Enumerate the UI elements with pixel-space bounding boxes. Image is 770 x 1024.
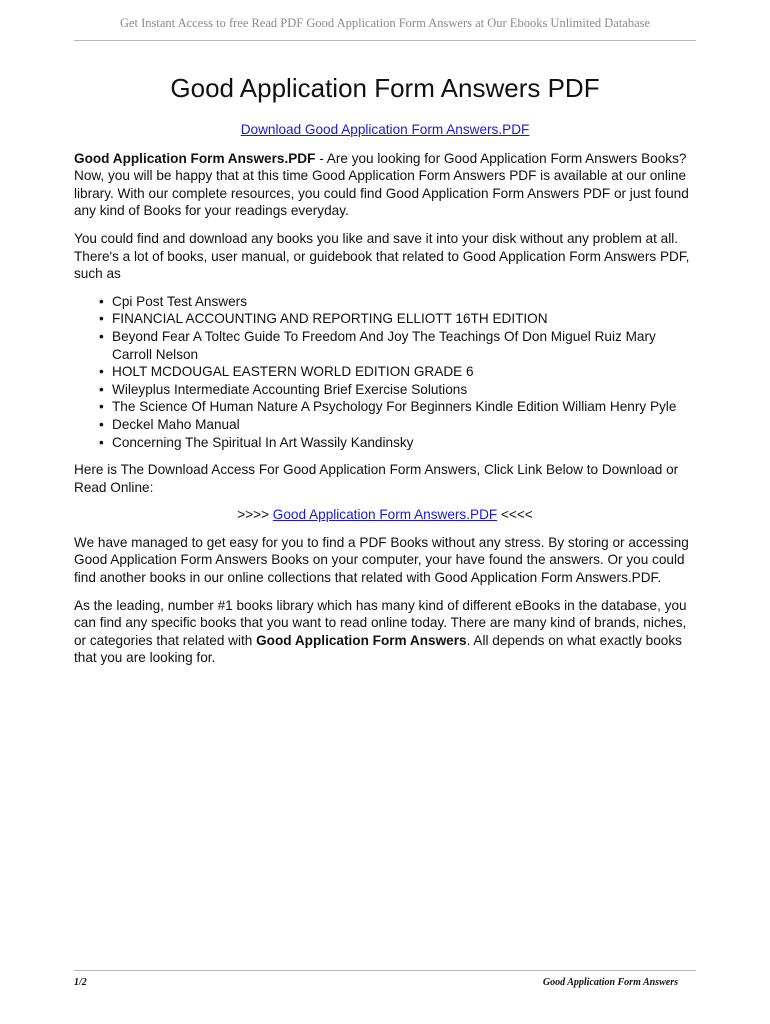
book-title: HOLT MCDOUGAL EASTERN WORLD EDITION GRADE 6 <box>112 364 474 380</box>
page-header: Get Instant Access to free Read PDF Good Application Form Answers at Our Ebooks Unlimited Database <box>119 16 651 30</box>
download-suffix: <<<< <box>497 507 533 523</box>
download-prefix: >>>> <box>237 507 273 523</box>
book-title: Concerning The Spiritual In Art Wassily Kandinsky <box>112 434 414 450</box>
paragraph-managed: We have managed to get easy for you to find a PDF Books without any stress. By storing or accessing Good Application Form Answers Books on your computer, your have found the answers. Or you could find another books in our online collections that related with Good Application Form Answers.PDF. <box>74 534 689 586</box>
list-item <box>99 293 696 311</box>
bullet-icon: • <box>99 364 104 380</box>
intro-paragraph <box>74 150 696 220</box>
paragraph-related-books: You could find and download any books you like and save it into your disk without any problem at all. There's a lot of books, user manual, or guidebook that related to Good Application Form Answers PDF, such as <box>74 230 690 282</box>
page-number: 1/2 <box>74 977 87 988</box>
paragraph-download-access: Here is The Download Access For Good Application Form Answers, Click Link Below to Download or Read Online: <box>74 462 679 495</box>
intro-bold: Good Application Form Answers.PDF <box>74 150 316 166</box>
footer-divider <box>74 970 696 971</box>
bullet-icon: • <box>99 311 104 327</box>
bullet-icon: • <box>99 328 104 344</box>
list-item <box>99 310 696 328</box>
bullet-icon: • <box>99 293 104 309</box>
book-title: Wileyplus Intermediate Accounting Brief Exercise Solutions <box>112 381 468 397</box>
paragraph-leading <box>74 597 696 667</box>
bullet-icon: • <box>99 434 104 450</box>
download-link-main[interactable]: Good Application Form Answers.PDF <box>272 507 498 523</box>
download-link-top[interactable]: Download Good Application Form Answers.PDF <box>240 122 530 137</box>
page-title: Good Application Form Answers PDF <box>170 73 600 103</box>
leading-text-after: . All depends on what exactly books that you are looking for. <box>74 632 682 666</box>
footer-title: Good Application Form Answers <box>542 977 678 988</box>
leading-bold: Good Application Form Answers <box>256 632 467 648</box>
book-title: Cpi Post Test Answers <box>112 293 247 309</box>
bullet-icon: • <box>99 416 104 432</box>
book-title: Deckel Maho Manual <box>112 416 240 432</box>
bullet-icon: • <box>99 381 104 397</box>
leading-text-before: As the leading, number #1 books library which has many kind of different eBooks in the database, you can find any specific books that you want to read online today. There are many kind of brands, niches, or categories that related with <box>74 597 687 648</box>
list-item <box>99 416 696 434</box>
book-title: The Science Of Human Nature A Psychology For Beginners Kindle Edition William Henry Pyle <box>112 399 677 415</box>
download-line <box>74 506 696 524</box>
list-item <box>99 328 696 363</box>
list-item <box>99 363 696 381</box>
header-divider <box>74 40 696 41</box>
list-item <box>99 434 696 452</box>
download-link-container <box>74 121 696 139</box>
intro-text: - Are you looking for Good Application Form Answers Books? Now, you will be happy that at this time Good Application Form Answers PDF is available at our online library. With our complete resources, you could find Good Application Form Answers PDF or just found any kind of Books for your readings everyday. <box>74 150 689 219</box>
book-list <box>74 293 696 451</box>
document-body <box>74 72 696 677</box>
list-item <box>99 381 696 399</box>
bullet-icon: • <box>99 399 104 415</box>
book-title: FINANCIAL ACCOUNTING AND REPORTING ELLIOTT 16TH EDITION <box>112 311 548 327</box>
list-item <box>99 398 696 416</box>
book-title: Beyond Fear A Toltec Guide To Freedom And Joy The Teachings Of Don Miguel Ruiz Mary Carroll Nelson <box>112 328 656 362</box>
